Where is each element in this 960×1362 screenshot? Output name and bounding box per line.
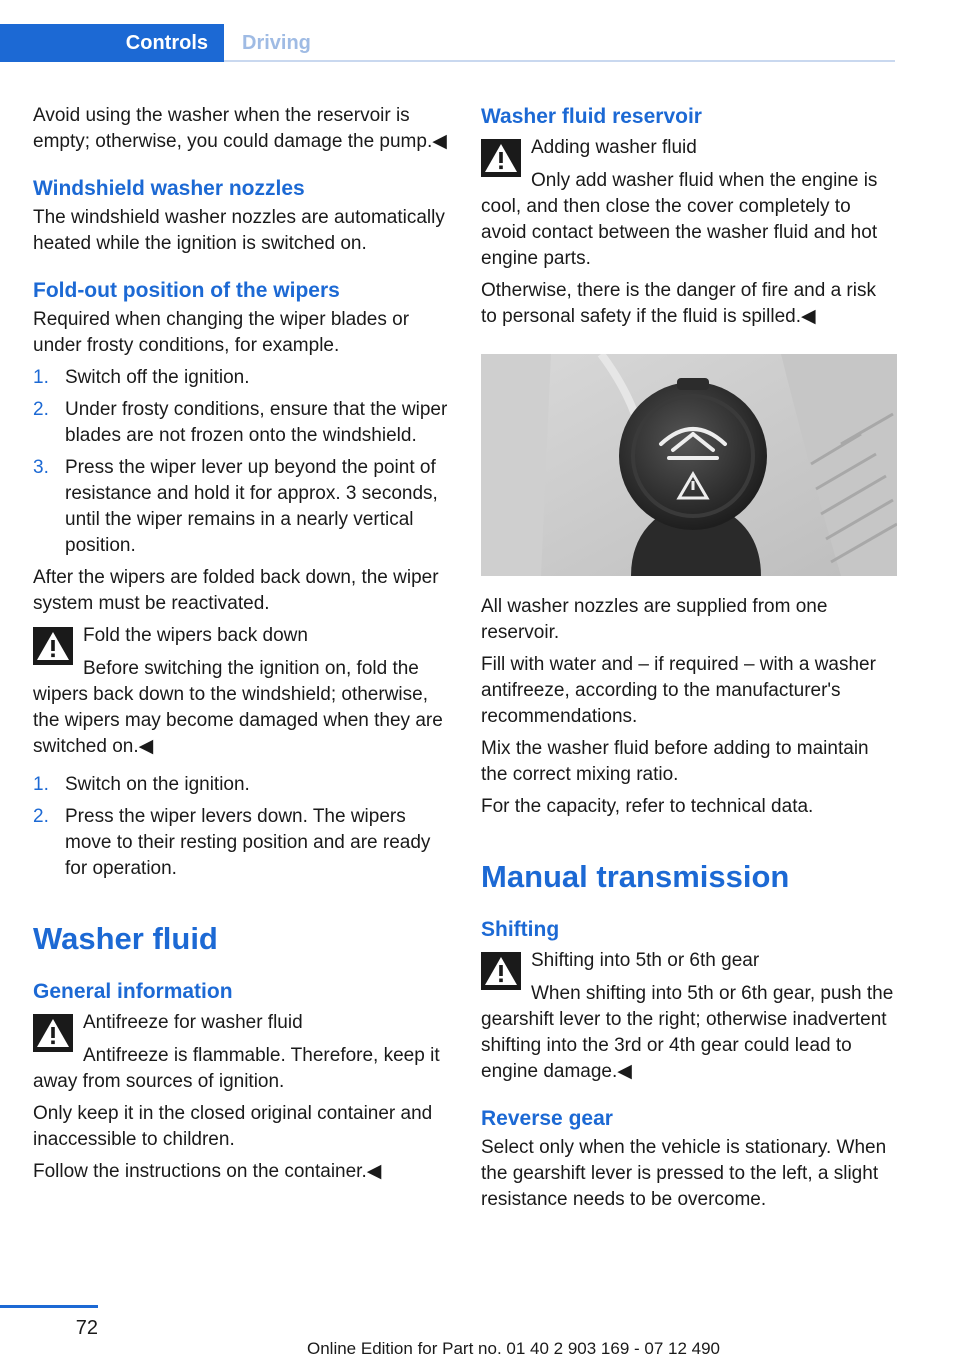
step-text: Press the wiper levers down. The wipers move to their resting position and are ready for operation. <box>65 806 431 879</box>
page-number: 72 <box>75 1317 98 1339</box>
otherwise-paragraph: Otherwise, there is the danger of fire and a risk to personal safety if the fluid is spilled.◀ <box>481 280 876 327</box>
heading-washer-fluid-reservoir: Washer fluid reservoir <box>481 105 702 128</box>
step-number: 1. <box>33 774 49 795</box>
warning-adding-fluid <box>481 135 897 272</box>
step-text: Under frosty conditions, ensure that the wiper blades are not frozen onto the windshield. <box>65 399 448 446</box>
foldout-paragraph: Required when changing the wiper blades or under frosty conditions, for example. <box>33 309 410 356</box>
list-item <box>33 397 451 449</box>
warning-body: Before switching the ignition on, fold the wipers back down to the windshield; otherwise, the wipers may become damaged when they are switched on.◀ <box>33 658 443 757</box>
step-number: 1. <box>33 367 49 388</box>
header-tabs <box>0 24 895 62</box>
right-column <box>481 103 897 1219</box>
warning-triangle-icon <box>33 1014 73 1052</box>
step-text: Press the wiper lever up beyond the point of resistance and hold it for approx. 3 seconds, until the wiper remains in a nearly vertical position. <box>65 457 438 556</box>
follow-instructions-paragraph: Follow the instructions on the container.◀ <box>33 1161 382 1182</box>
list-item <box>33 365 451 391</box>
fill-paragraph: Fill with water and – if required – with a washer antifreeze, according to the manufacturer's recommendations. <box>481 654 876 727</box>
intro-paragraph: Avoid using the washer when the reservoir is empty; otherwise, you could damage the pump.◀ <box>33 105 447 152</box>
heading-washer-nozzles: Windshield washer nozzles <box>33 177 305 200</box>
list-item <box>33 455 451 559</box>
step-number: 2. <box>33 399 49 420</box>
step-text: Switch on the ignition. <box>65 774 250 795</box>
heading-foldout-position: Fold-out position of the wipers <box>33 279 340 302</box>
foldout-steps <box>33 365 451 559</box>
nozzles-paragraph: The windshield washer nozzles are automatically heated while the ignition is switched on. <box>33 207 445 254</box>
warning-shifting <box>481 948 897 1085</box>
step-text: Switch off the ignition. <box>65 367 250 388</box>
fold-back-steps <box>33 772 451 882</box>
reservoir-cap-photo <box>481 354 897 576</box>
warning-body: When shifting into 5th or 6th gear, push the gearshift lever to the right; otherwise inadvertent shifting into the 3rd or 4th gear could lead to engine damage.◀ <box>481 983 894 1082</box>
supplied-paragraph: All washer nozzles are supplied from one reservoir. <box>481 596 828 643</box>
warning-antifreeze <box>33 1010 451 1095</box>
tab-driving[interactable]: Driving <box>242 32 311 54</box>
step-number: 2. <box>33 806 49 827</box>
step-number: 3. <box>33 457 49 478</box>
tab-controls[interactable]: Controls <box>0 24 224 62</box>
edition-footer: Online Edition for Part no. 01 40 2 903 169 - 07 12 490 <box>307 1339 721 1358</box>
after-paragraph: After the wipers are folded back down, the wiper system must be reactivated. <box>33 567 439 614</box>
warning-triangle-icon <box>481 952 521 990</box>
warning-body: Antifreeze is flammable. Therefore, keep it away from sources of ignition. <box>33 1045 440 1092</box>
warning-triangle-icon <box>33 627 73 665</box>
closed-container-paragraph: Only keep it in the closed original container and inaccessible to children. <box>33 1103 433 1150</box>
warning-fold-wipers <box>33 623 451 760</box>
list-item <box>33 772 451 798</box>
mix-paragraph: Mix the washer fluid before adding to maintain the correct mixing ratio. <box>481 738 869 785</box>
reverse-paragraph: Select only when the vehicle is stationary. When the gearshift lever is pressed to the left, a slight resistance needs to be overcome. <box>481 1137 887 1210</box>
heading-reverse-gear: Reverse gear <box>481 1107 613 1130</box>
warning-title: Antifreeze for washer fluid <box>83 1012 303 1033</box>
heading-washer-fluid: Washer fluid <box>33 921 218 956</box>
warning-title: Adding washer fluid <box>531 137 697 158</box>
heading-manual-transmission: Manual transmission <box>481 859 790 894</box>
footer-rule <box>0 1305 98 1308</box>
heading-shifting: Shifting <box>481 918 560 941</box>
warning-body: Only add washer fluid when the engine is cool, and then close the cover completely to avoid contact between the washer fluid and hot engine parts. <box>481 170 878 269</box>
warning-title: Fold the wipers back down <box>83 625 308 646</box>
heading-general-information: General information <box>33 980 233 1003</box>
warning-triangle-icon <box>481 139 521 177</box>
list-item <box>33 804 451 882</box>
capacity-paragraph: For the capacity, refer to technical data. <box>481 796 814 817</box>
left-column <box>33 103 451 1191</box>
header-rule <box>224 60 895 62</box>
warning-title: Shifting into 5th or 6th gear <box>531 950 760 971</box>
